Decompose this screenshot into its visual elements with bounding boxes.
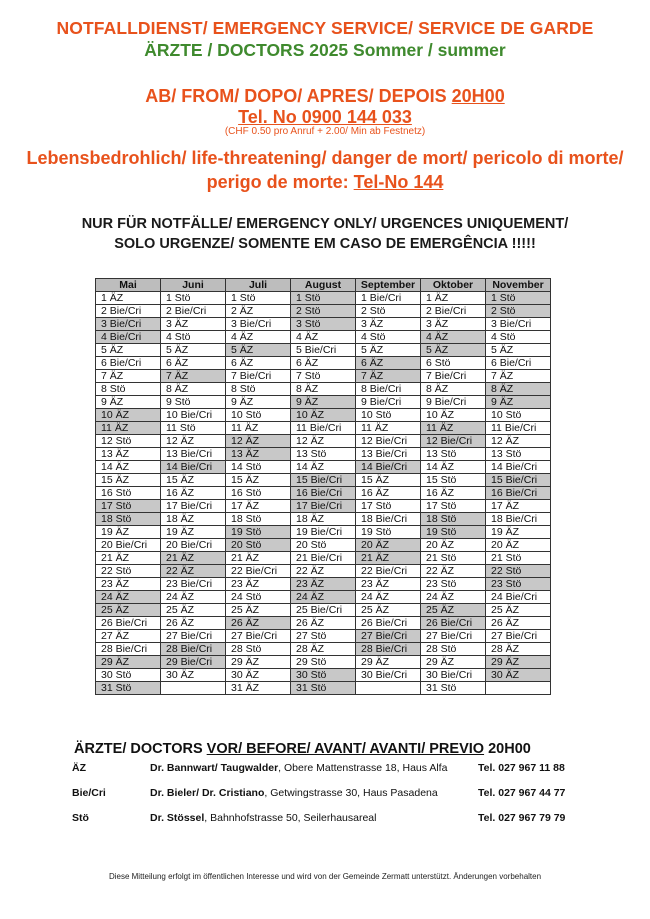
schedule-cell: 2 Bie/Cri bbox=[96, 305, 161, 318]
schedule-cell: 8 ÄZ bbox=[486, 383, 551, 396]
month-header: August bbox=[291, 279, 356, 292]
schedule-cell: 29 ÄZ bbox=[356, 656, 421, 669]
schedule-cell: 17 Stö bbox=[421, 500, 486, 513]
schedule-cell: 16 Stö bbox=[96, 487, 161, 500]
schedule-cell: 13 Stö bbox=[291, 448, 356, 461]
emergency-tel: Tel-No 144 bbox=[353, 172, 444, 192]
schedule-cell: 25 ÄZ bbox=[161, 604, 226, 617]
schedule-cell: 18 Stö bbox=[96, 513, 161, 526]
schedule-cell: 12 Bie/Cri bbox=[356, 435, 421, 448]
schedule-cell: 4 ÄZ bbox=[226, 331, 291, 344]
schedule-cell: 15 ÄZ bbox=[356, 474, 421, 487]
schedule-cell: 8 ÄZ bbox=[161, 383, 226, 396]
doctor-name: Dr. Stössel bbox=[150, 812, 205, 824]
schedule-cell: 7 Bie/Cri bbox=[421, 370, 486, 383]
schedule-cell: 19 ÄZ bbox=[161, 526, 226, 539]
schedule-row bbox=[96, 513, 551, 526]
schedule-cell: 1 ÄZ bbox=[421, 292, 486, 305]
schedule-cell: 10 ÄZ bbox=[291, 409, 356, 422]
schedule-cell: 10 Bie/Cri bbox=[161, 409, 226, 422]
schedule-cell: 26 Bie/Cri bbox=[96, 617, 161, 630]
doctor-tel: Tel. 027 967 11 88 bbox=[478, 762, 565, 774]
after-hours-tel: Tel. No 0900 144 033 bbox=[238, 107, 412, 127]
schedule-cell: 23 ÄZ bbox=[291, 578, 356, 591]
schedule-cell: 11 ÄZ bbox=[421, 422, 486, 435]
after-hours-time: 20H00 bbox=[451, 86, 505, 106]
schedule-cell: 9 Stö bbox=[161, 396, 226, 409]
schedule-cell: 15 Bie/Cri bbox=[291, 474, 356, 487]
schedule-cell: 11 ÄZ bbox=[356, 422, 421, 435]
schedule-cell: 3 ÄZ bbox=[356, 318, 421, 331]
schedule-cell: 28 Bie/Cri bbox=[161, 643, 226, 656]
schedule-cell: 18 Stö bbox=[226, 513, 291, 526]
schedule-cell: 13 ÄZ bbox=[96, 448, 161, 461]
schedule-cell: 3 ÄZ bbox=[421, 318, 486, 331]
doctor-address: , Getwingstrasse 30, Haus Pasadena bbox=[264, 787, 438, 799]
schedule-cell: 28 Bie/Cri bbox=[96, 643, 161, 656]
schedule-cell: 5 ÄZ bbox=[96, 344, 161, 357]
schedule-cell: 18 ÄZ bbox=[161, 513, 226, 526]
schedule-cell: 15 Stö bbox=[421, 474, 486, 487]
schedule-cell: 21 Stö bbox=[421, 552, 486, 565]
schedule-cell: 30 ÄZ bbox=[226, 669, 291, 682]
after-hours-tariff: (CHF 0.50 pro Anruf + 2.00/ Min ab Festnetz) bbox=[224, 126, 426, 137]
after-hours-prefix: AB/ FROM/ DOPO/ APRES/ DEPOIS bbox=[145, 86, 452, 106]
schedule-cell: 1 Stö bbox=[226, 292, 291, 305]
after-hours-line bbox=[0, 86, 650, 107]
schedule-cell: 15 ÄZ bbox=[161, 474, 226, 487]
schedule-cell: 24 ÄZ bbox=[421, 591, 486, 604]
schedule-cell: 23 Bie/Cri bbox=[161, 578, 226, 591]
schedule-cell: 26 ÄZ bbox=[226, 617, 291, 630]
schedule-row bbox=[96, 539, 551, 552]
schedule-cell: 18 Stö bbox=[421, 513, 486, 526]
month-header: Juni bbox=[161, 279, 226, 292]
schedule-cell: 12 ÄZ bbox=[226, 435, 291, 448]
schedule-cell: 23 ÄZ bbox=[356, 578, 421, 591]
schedule-cell: 5 ÄZ bbox=[486, 344, 551, 357]
schedule-cell: 6 Bie/Cri bbox=[96, 357, 161, 370]
schedule-cell: 21 ÄZ bbox=[96, 552, 161, 565]
doctors-title-prefix: ÄRZTE/ DOCTORS bbox=[74, 741, 207, 757]
schedule-cell: 4 Stö bbox=[161, 331, 226, 344]
schedule-cell: 3 ÄZ bbox=[161, 318, 226, 331]
schedule-cell: 27 Bie/Cri bbox=[226, 630, 291, 643]
schedule-cell: 8 ÄZ bbox=[291, 383, 356, 396]
schedule-cell: 22 Stö bbox=[96, 565, 161, 578]
schedule-cell: 6 ÄZ bbox=[291, 357, 356, 370]
schedule-cell: 24 Stö bbox=[226, 591, 291, 604]
doctors-title-underlined: VOR/ BEFORE/ AVANT/ AVANTI/ PREVIO bbox=[206, 741, 485, 757]
schedule-cell: 14 Bie/Cri bbox=[161, 461, 226, 474]
schedule-header-row bbox=[96, 279, 551, 292]
schedule-cell: 5 ÄZ bbox=[356, 344, 421, 357]
schedule-cell: 25 ÄZ bbox=[356, 604, 421, 617]
schedule-cell: 5 ÄZ bbox=[421, 344, 486, 357]
schedule-cell: 7 Bie/Cri bbox=[226, 370, 291, 383]
month-header: September bbox=[356, 279, 421, 292]
schedule-cell: 16 ÄZ bbox=[161, 487, 226, 500]
schedule-cell: 10 ÄZ bbox=[96, 409, 161, 422]
schedule-cell: 12 ÄZ bbox=[291, 435, 356, 448]
title-line-2: ÄRZTE / DOCTORS 2025 Sommer / summer bbox=[144, 40, 506, 60]
schedule-cell: 6 Bie/Cri bbox=[486, 357, 551, 370]
schedule-cell: 2 Stö bbox=[486, 305, 551, 318]
schedule-row bbox=[96, 682, 551, 695]
schedule-cell: 5 ÄZ bbox=[161, 344, 226, 357]
schedule-cell: 31 Stö bbox=[96, 682, 161, 695]
schedule-cell: 12 Bie/Cri bbox=[421, 435, 486, 448]
schedule-cell: 19 Stö bbox=[356, 526, 421, 539]
title-line-1: NOTFALLDIENST/ EMERGENCY SERVICE/ SERVICE DE GARDE bbox=[56, 18, 594, 38]
schedule-cell: 16 Bie/Cri bbox=[486, 487, 551, 500]
schedule-cell: 27 Bie/Cri bbox=[356, 630, 421, 643]
schedule-cell: 12 ÄZ bbox=[486, 435, 551, 448]
schedule-row bbox=[96, 409, 551, 422]
schedule-cell: 27 Stö bbox=[291, 630, 356, 643]
month-header: Juli bbox=[226, 279, 291, 292]
schedule-cell: 28 Stö bbox=[226, 643, 291, 656]
schedule-cell bbox=[486, 682, 551, 695]
schedule-cell: 24 Bie/Cri bbox=[486, 591, 551, 604]
schedule-cell: 13 Stö bbox=[486, 448, 551, 461]
schedule-cell: 13 Stö bbox=[421, 448, 486, 461]
schedule-row bbox=[96, 617, 551, 630]
schedule-cell: 30 ÄZ bbox=[486, 669, 551, 682]
schedule-cell: 20 ÄZ bbox=[486, 539, 551, 552]
doctor-name-address bbox=[150, 787, 438, 799]
schedule-cell: 23 ÄZ bbox=[96, 578, 161, 591]
schedule-cell: 16 ÄZ bbox=[421, 487, 486, 500]
schedule-cell: 20 Bie/Cri bbox=[96, 539, 161, 552]
footer-note: Diese Mitteilung erfolgt im öffentlichen Interesse und wird von der Gemeinde Zermatt unterstützt. Änderungen vorbehalten bbox=[108, 872, 542, 881]
doctor-name-address bbox=[150, 812, 376, 824]
schedule-cell: 24 ÄZ bbox=[161, 591, 226, 604]
schedule-cell: 5 ÄZ bbox=[226, 344, 291, 357]
schedule-cell: 27 Bie/Cri bbox=[161, 630, 226, 643]
schedule-cell: 3 Bie/Cri bbox=[96, 318, 161, 331]
schedule-cell: 29 Bie/Cri bbox=[161, 656, 226, 669]
schedule-row bbox=[96, 526, 551, 539]
schedule-cell: 20 Bie/Cri bbox=[161, 539, 226, 552]
schedule-cell: 28 Stö bbox=[421, 643, 486, 656]
schedule-cell: 7 ÄZ bbox=[96, 370, 161, 383]
doctor-code: Stö bbox=[72, 812, 89, 824]
schedule-cell: 14 ÄZ bbox=[421, 461, 486, 474]
schedule-cell: 14 Bie/Cri bbox=[356, 461, 421, 474]
doctor-code: ÄZ bbox=[72, 762, 86, 774]
schedule-cell: 11 Stö bbox=[161, 422, 226, 435]
schedule-row bbox=[96, 435, 551, 448]
schedule-cell: 6 Stö bbox=[421, 357, 486, 370]
schedule-cell: 9 Bie/Cri bbox=[421, 396, 486, 409]
schedule-cell: 18 ÄZ bbox=[291, 513, 356, 526]
schedule-cell: 9 ÄZ bbox=[291, 396, 356, 409]
schedule-cell: 17 ÄZ bbox=[486, 500, 551, 513]
schedule-cell: 22 ÄZ bbox=[161, 565, 226, 578]
schedule-cell: 27 Bie/Cri bbox=[421, 630, 486, 643]
schedule-cell: 29 ÄZ bbox=[486, 656, 551, 669]
schedule-cell: 19 Bie/Cri bbox=[291, 526, 356, 539]
schedule-cell: 17 Bie/Cri bbox=[291, 500, 356, 513]
schedule-row bbox=[96, 578, 551, 591]
schedule-cell: 29 ÄZ bbox=[421, 656, 486, 669]
schedule-cell: 19 ÄZ bbox=[96, 526, 161, 539]
schedule-body bbox=[96, 292, 551, 695]
doctor-name-address bbox=[150, 762, 447, 774]
schedule-cell: 31 ÄZ bbox=[226, 682, 291, 695]
doctor-tel: Tel. 027 967 44 77 bbox=[478, 787, 566, 799]
schedule-cell: 2 ÄZ bbox=[226, 305, 291, 318]
schedule-cell: 22 ÄZ bbox=[291, 565, 356, 578]
schedule-cell: 18 Bie/Cri bbox=[486, 513, 551, 526]
schedule-cell: 6 ÄZ bbox=[356, 357, 421, 370]
month-header: November bbox=[486, 279, 551, 292]
schedule-cell: 16 ÄZ bbox=[356, 487, 421, 500]
schedule-cell: 31 Stö bbox=[421, 682, 486, 695]
life-threatening-line-1: Lebensbedrohlich/ life-threatening/ danger de mort/ pericolo di morte/ bbox=[26, 148, 624, 168]
doctor-name: Dr. Bieler/ Dr. Cristiano bbox=[150, 787, 265, 799]
schedule-cell: 7 ÄZ bbox=[356, 370, 421, 383]
schedule-cell: 9 ÄZ bbox=[96, 396, 161, 409]
schedule-cell: 1 Stö bbox=[486, 292, 551, 305]
schedule-cell: 26 ÄZ bbox=[161, 617, 226, 630]
schedule-cell: 24 ÄZ bbox=[356, 591, 421, 604]
schedule-cell: 25 ÄZ bbox=[226, 604, 291, 617]
schedule-cell: 14 ÄZ bbox=[96, 461, 161, 474]
schedule-cell: 25 Bie/Cri bbox=[291, 604, 356, 617]
schedule-cell: 19 Stö bbox=[226, 526, 291, 539]
schedule-cell: 13 Bie/Cri bbox=[161, 448, 226, 461]
schedule-row bbox=[96, 565, 551, 578]
schedule-row bbox=[96, 604, 551, 617]
schedule-row bbox=[96, 331, 551, 344]
schedule-cell: 28 Bie/Cri bbox=[356, 643, 421, 656]
schedule-cell: 26 ÄZ bbox=[291, 617, 356, 630]
schedule-row bbox=[96, 292, 551, 305]
schedule-cell: 11 Bie/Cri bbox=[291, 422, 356, 435]
schedule-cell: 8 Stö bbox=[96, 383, 161, 396]
schedule-cell: 21 ÄZ bbox=[356, 552, 421, 565]
schedule-cell: 1 Stö bbox=[291, 292, 356, 305]
schedule-cell: 30 Stö bbox=[291, 669, 356, 682]
schedule-cell: 4 Stö bbox=[486, 331, 551, 344]
schedule-row bbox=[96, 370, 551, 383]
schedule-cell: 19 Stö bbox=[421, 526, 486, 539]
schedule-row bbox=[96, 318, 551, 331]
schedule-cell: 2 Stö bbox=[291, 305, 356, 318]
schedule-cell: 30 ÄZ bbox=[161, 669, 226, 682]
schedule-cell: 12 Stö bbox=[96, 435, 161, 448]
life-threatening-line-2 bbox=[0, 172, 650, 193]
schedule-row bbox=[96, 630, 551, 643]
schedule-cell: 14 ÄZ bbox=[291, 461, 356, 474]
schedule-cell: 2 Bie/Cri bbox=[421, 305, 486, 318]
schedule-cell: 22 Bie/Cri bbox=[356, 565, 421, 578]
schedule-cell: 20 ÄZ bbox=[356, 539, 421, 552]
schedule-cell: 25 ÄZ bbox=[486, 604, 551, 617]
schedule-cell: 3 Stö bbox=[291, 318, 356, 331]
schedule-row bbox=[96, 552, 551, 565]
schedule-row bbox=[96, 474, 551, 487]
schedule-cell: 30 Bie/Cri bbox=[356, 669, 421, 682]
schedule-cell: 4 Stö bbox=[356, 331, 421, 344]
schedule-cell: 7 ÄZ bbox=[161, 370, 226, 383]
schedule-cell: 15 Bie/Cri bbox=[486, 474, 551, 487]
schedule-cell: 29 ÄZ bbox=[226, 656, 291, 669]
life-threatening-prefix: perigo de morte: bbox=[206, 172, 354, 192]
schedule-cell: 8 Bie/Cri bbox=[356, 383, 421, 396]
schedule-row bbox=[96, 487, 551, 500]
schedule-cell: 6 ÄZ bbox=[226, 357, 291, 370]
schedule-cell: 28 ÄZ bbox=[291, 643, 356, 656]
schedule-table bbox=[95, 278, 551, 695]
schedule-cell: 24 ÄZ bbox=[96, 591, 161, 604]
schedule-cell: 23 ÄZ bbox=[226, 578, 291, 591]
schedule-cell: 4 ÄZ bbox=[291, 331, 356, 344]
schedule-cell: 11 ÄZ bbox=[96, 422, 161, 435]
schedule-cell: 10 Stö bbox=[226, 409, 291, 422]
schedule-cell: 23 Stö bbox=[486, 578, 551, 591]
doctor-name: Dr. Bannwart/ Taugwalder bbox=[150, 762, 279, 774]
schedule-row bbox=[96, 305, 551, 318]
schedule-cell: 26 Bie/Cri bbox=[421, 617, 486, 630]
doctors-title-suffix: 20H00 bbox=[484, 741, 531, 757]
schedule-cell: 12 ÄZ bbox=[161, 435, 226, 448]
schedule-cell: 6 ÄZ bbox=[161, 357, 226, 370]
schedule-row bbox=[96, 396, 551, 409]
schedule-cell: 11 ÄZ bbox=[226, 422, 291, 435]
schedule-cell: 1 Bie/Cri bbox=[356, 292, 421, 305]
schedule-cell: 18 Bie/Cri bbox=[356, 513, 421, 526]
schedule-cell: 9 Bie/Cri bbox=[356, 396, 421, 409]
schedule-cell: 8 ÄZ bbox=[421, 383, 486, 396]
schedule-cell: 5 Bie/Cri bbox=[291, 344, 356, 357]
schedule-row bbox=[96, 422, 551, 435]
schedule-cell: 24 ÄZ bbox=[291, 591, 356, 604]
schedule-cell: 29 Stö bbox=[291, 656, 356, 669]
schedule-cell: 20 Stö bbox=[226, 539, 291, 552]
schedule-cell: 25 ÄZ bbox=[421, 604, 486, 617]
schedule-row bbox=[96, 344, 551, 357]
schedule-cell: 21 Bie/Cri bbox=[291, 552, 356, 565]
schedule-cell: 14 Bie/Cri bbox=[486, 461, 551, 474]
schedule-cell: 17 Stö bbox=[356, 500, 421, 513]
schedule-row bbox=[96, 591, 551, 604]
schedule-cell: 26 ÄZ bbox=[486, 617, 551, 630]
schedule-cell: 9 ÄZ bbox=[226, 396, 291, 409]
schedule-cell: 25 ÄZ bbox=[96, 604, 161, 617]
schedule-cell: 1 Stö bbox=[161, 292, 226, 305]
schedule-cell: 16 Stö bbox=[226, 487, 291, 500]
schedule-cell bbox=[161, 682, 226, 695]
notice-line-1: NUR FÜR NOTFÄLLE/ EMERGENCY ONLY/ URGENCES UNIQUEMENT/ bbox=[81, 216, 569, 232]
schedule-cell: 1 ÄZ bbox=[96, 292, 161, 305]
schedule-cell: 17 ÄZ bbox=[226, 500, 291, 513]
doctor-address: , Obere Mattenstrasse 18, Haus Alfa bbox=[278, 762, 448, 774]
schedule-cell: 10 Stö bbox=[486, 409, 551, 422]
schedule-cell: 30 Stö bbox=[96, 669, 161, 682]
doctor-tel: Tel. 027 967 79 79 bbox=[478, 812, 566, 824]
schedule-cell: 30 Bie/Cri bbox=[421, 669, 486, 682]
schedule-cell: 21 Stö bbox=[486, 552, 551, 565]
schedule-cell: 31 Stö bbox=[291, 682, 356, 695]
schedule-cell: 7 Stö bbox=[291, 370, 356, 383]
schedule-row bbox=[96, 448, 551, 461]
schedule-cell: 4 ÄZ bbox=[421, 331, 486, 344]
schedule-cell: 17 Bie/Cri bbox=[161, 500, 226, 513]
schedule-cell: 13 Bie/Cri bbox=[356, 448, 421, 461]
schedule-row bbox=[96, 357, 551, 370]
schedule-cell: 4 Bie/Cri bbox=[96, 331, 161, 344]
schedule-row bbox=[96, 461, 551, 474]
schedule-cell: 27 ÄZ bbox=[96, 630, 161, 643]
schedule-row bbox=[96, 383, 551, 396]
schedule-cell: 11 Bie/Cri bbox=[486, 422, 551, 435]
schedule-row bbox=[96, 643, 551, 656]
schedule-cell: 15 ÄZ bbox=[226, 474, 291, 487]
schedule-cell: 29 ÄZ bbox=[96, 656, 161, 669]
month-header: Oktober bbox=[421, 279, 486, 292]
schedule-cell: 2 Stö bbox=[356, 305, 421, 318]
schedule-cell: 28 ÄZ bbox=[486, 643, 551, 656]
schedule-cell: 13 ÄZ bbox=[226, 448, 291, 461]
schedule-row bbox=[96, 656, 551, 669]
schedule-cell: 9 ÄZ bbox=[486, 396, 551, 409]
schedule-cell: 10 ÄZ bbox=[421, 409, 486, 422]
schedule-cell: 20 Stö bbox=[291, 539, 356, 552]
month-header: Mai bbox=[96, 279, 161, 292]
schedule-cell: 3 Bie/Cri bbox=[226, 318, 291, 331]
schedule-cell: 8 Stö bbox=[226, 383, 291, 396]
schedule-cell: 16 Bie/Cri bbox=[291, 487, 356, 500]
doctors-title bbox=[74, 741, 531, 757]
schedule-cell: 21 ÄZ bbox=[161, 552, 226, 565]
schedule-cell: 27 Bie/Cri bbox=[486, 630, 551, 643]
schedule-cell: 26 Bie/Cri bbox=[356, 617, 421, 630]
schedule-cell: 10 Stö bbox=[356, 409, 421, 422]
schedule-cell: 22 ÄZ bbox=[421, 565, 486, 578]
schedule-cell: 22 Bie/Cri bbox=[226, 565, 291, 578]
schedule-row bbox=[96, 669, 551, 682]
schedule-cell: 7 ÄZ bbox=[486, 370, 551, 383]
schedule-cell: 22 Stö bbox=[486, 565, 551, 578]
doctor-address: , Bahnhofstrasse 50, Seilerhausareal bbox=[204, 812, 377, 824]
schedule-cell: 23 Stö bbox=[421, 578, 486, 591]
schedule-cell: 15 ÄZ bbox=[96, 474, 161, 487]
schedule-cell: 19 ÄZ bbox=[486, 526, 551, 539]
doctor-code: Bie/Cri bbox=[72, 787, 106, 799]
schedule-cell: 3 Bie/Cri bbox=[486, 318, 551, 331]
schedule-cell bbox=[356, 682, 421, 695]
schedule-cell: 17 Stö bbox=[96, 500, 161, 513]
notice-line-2: SOLO URGENZE/ SOMENTE EM CASO DE EMERGÊNCIA !!!!! bbox=[114, 236, 536, 252]
schedule-cell: 14 Stö bbox=[226, 461, 291, 474]
schedule-cell: 21 ÄZ bbox=[226, 552, 291, 565]
schedule-row bbox=[96, 500, 551, 513]
schedule-cell: 20 ÄZ bbox=[421, 539, 486, 552]
schedule-cell: 2 Bie/Cri bbox=[161, 305, 226, 318]
